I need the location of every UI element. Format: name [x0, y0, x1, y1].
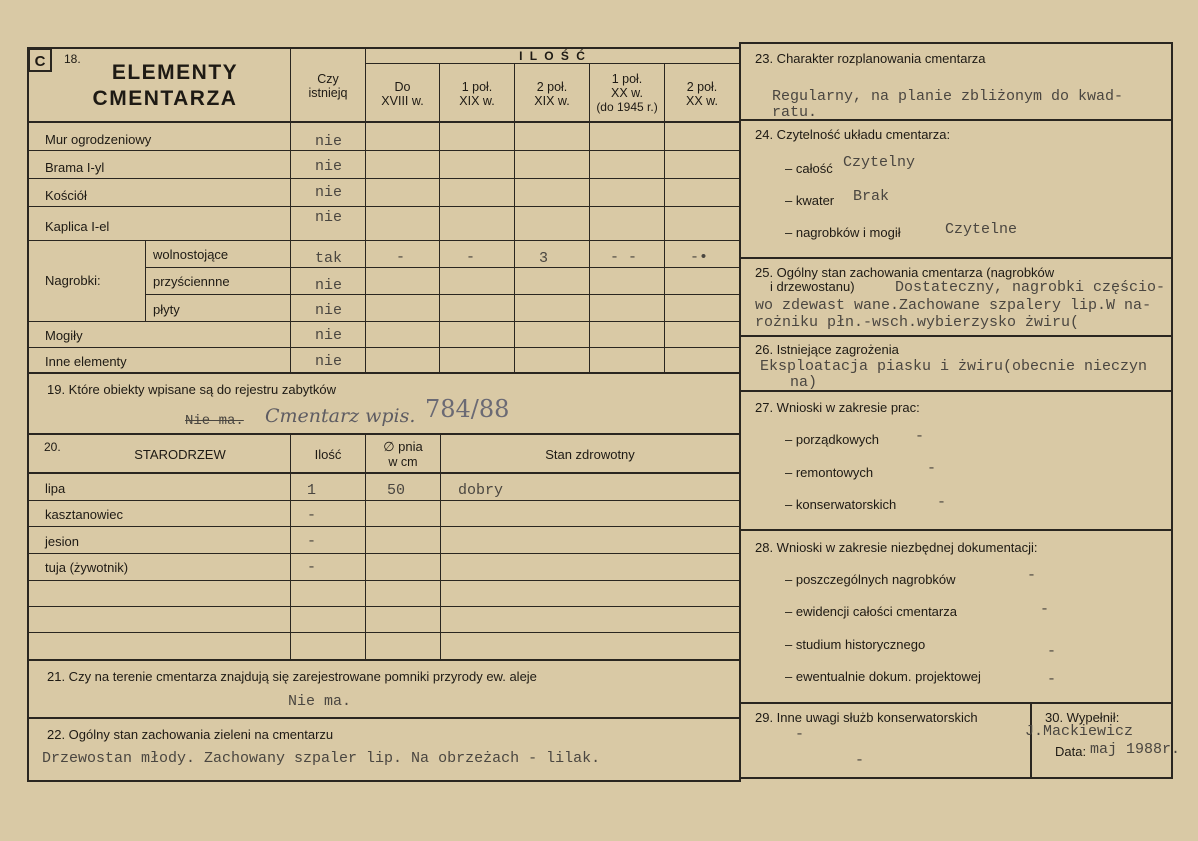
row-mogily-exists: nie [315, 327, 343, 344]
s28-item-label: – studium historycznego [785, 637, 926, 652]
row-inne-label: Inne elementy [45, 354, 127, 369]
row-wolno-c1: - [396, 249, 406, 266]
s22-value: Drzewostan młody. Zachowany szpaler lip. Na obrzeżach - lilak. [42, 750, 601, 767]
s30-date-value: maj 1988r. [1090, 741, 1181, 758]
s18-v-c1 [439, 64, 440, 373]
row-wolno-c3: 3 [539, 250, 549, 267]
s18-h-4 [29, 240, 739, 241]
frame-left [27, 47, 29, 782]
s18-v-c4 [664, 64, 665, 373]
s18-h-8 [29, 347, 739, 348]
row-mur-exists: nie [315, 133, 343, 150]
frame-right [1171, 42, 1173, 779]
s19-handwritten-number: 784/88 [425, 395, 510, 423]
col5-header-2: XX w. [686, 94, 718, 108]
col-exists-header-1: Czy [317, 72, 339, 86]
s19-handwritten-note: Cmentarz wpis. [265, 405, 416, 427]
s20-h-3 [29, 553, 739, 554]
tree-ilosc: - [307, 559, 317, 576]
section-letter-box: C [28, 48, 52, 72]
s20-v-stan [440, 435, 441, 659]
row-kaplica-label: Kaplica I-el [45, 219, 110, 234]
s26-value-2: na) [790, 374, 818, 391]
s20-h-5 [29, 606, 739, 607]
s18-h-2 [29, 178, 739, 179]
s24-nagrobkow-label: – nagrobków i mogił [785, 225, 901, 240]
row-kaplica-exists: nie [315, 209, 343, 226]
row-przysc-label: przyściennne [153, 274, 230, 289]
tree-ilosc: - [307, 533, 317, 550]
s18-h-3 [29, 206, 739, 207]
s20-h-head [29, 472, 739, 474]
s29-value-1: - [795, 726, 805, 743]
s20-h-6 [29, 632, 739, 633]
s20-title: STARODRZEW [134, 447, 226, 462]
col3-header-2: XIX w. [534, 94, 570, 108]
s25-label-1: 25. Ogólny stan zachowania cmentarza (nagrobków [755, 265, 1055, 280]
tree-ilosc: - [307, 507, 317, 524]
col2-header-1: 1 poł. [461, 80, 493, 94]
s21-value: Nie ma. [288, 693, 352, 710]
s27-label: 27. Wnioski w zakresie prac: [755, 400, 920, 415]
s20-h-4 [29, 580, 739, 581]
row-nagrobki-label: Nagrobki: [45, 273, 101, 288]
s28-item-value: - [1040, 601, 1050, 618]
s27-bottom [740, 529, 1173, 531]
s20-v-ilosc [290, 435, 291, 659]
col5-header-1: 2 poł. [686, 80, 718, 94]
s19-bottom [29, 433, 739, 435]
s18-h-6 [145, 294, 739, 295]
s18-title-line1: ELEMENTY [111, 61, 239, 84]
tree-pnia: 50 [387, 482, 406, 499]
s21-bottom [29, 717, 739, 719]
s27-item-label: – porządkowych [785, 432, 879, 447]
row-plyty-label: płyty [153, 302, 180, 317]
s24-calosc-label: – całość [785, 161, 833, 176]
s24-bottom [740, 257, 1173, 259]
s26-value-1: Eksploatacja piasku i żwiru(obecnie nieczyn [760, 358, 1148, 375]
s25-label-2: i drzewostanu) [770, 279, 855, 294]
row-przysc-exists: nie [315, 277, 343, 294]
s25-value-3: rożniku płn.-wsch.wybierzysko żwiru( [755, 314, 1080, 331]
s24-label: 24. Czytelność układu cmentarza: [755, 127, 951, 142]
s18-number: 18. [64, 52, 81, 66]
s18-title-line2: CMENTARZA [92, 87, 238, 110]
s18-ilosc-under [365, 63, 739, 64]
tree-name: tuja (żywotnik) [45, 560, 129, 575]
s20-col-stan: Stan zdrowotny [545, 447, 635, 462]
s20-col-pnia-1: ∅ pnia [383, 439, 423, 454]
frame-top-right [740, 42, 1173, 44]
s22-label: 22. Ogólny stan zachowania zieleni na cmentarzu [47, 727, 334, 742]
s24-nagrobkow-value: Czytelne [945, 221, 1018, 238]
row-plyty-exists: nie [315, 302, 343, 319]
s28-bottom [740, 702, 1173, 704]
s27-item-label: – remontowych [785, 465, 874, 480]
s29-value-2: - [855, 752, 865, 769]
s25-bottom [740, 335, 1173, 337]
row-wolno-c2: - [466, 249, 476, 266]
s24-kwater-value: Brak [853, 188, 890, 205]
s28-item-value: - [1047, 643, 1057, 660]
ilosc-header: I L O Ś Ć [519, 49, 587, 63]
row-mogily-label: Mogiły [45, 328, 83, 343]
s18-h-1 [29, 150, 739, 151]
row-wolno-exists: tak [315, 250, 343, 267]
row-inne-exists: nie [315, 353, 343, 370]
row-wolno-c5: -• [690, 249, 709, 266]
s18-v-nagrobki [145, 241, 146, 322]
row-wolno-c4: - - [610, 249, 638, 266]
tree-ilosc: 1 [307, 482, 317, 499]
s30-date-label: Data: [1055, 744, 1087, 759]
row-brama-label: Brama I-yl [45, 160, 105, 175]
frame-right-bottom [740, 777, 1173, 779]
row-brama-exists: nie [315, 158, 343, 175]
s29-label: 29. Inne uwagi służb konserwatorskich [755, 710, 978, 725]
row-kosciol-exists: nie [315, 184, 343, 201]
s23-value-1: Regularny, na planie zbliżonym do kwad- [772, 88, 1124, 105]
s25-value-2: wo zdewast wane.Zachowane szpalery lip.W na- [755, 297, 1152, 314]
s28-item-value: - [1047, 671, 1057, 688]
s28-label: 28. Wnioski w zakresie niezbędnej dokumentacji: [755, 540, 1038, 555]
s19-crossed-value: Nie ma. [185, 413, 244, 429]
s30-name: J.Mackiewicz [1025, 723, 1134, 740]
col1-header-1: Do [394, 80, 411, 94]
s26-label: 26. Istniejące zagrożenia [755, 342, 899, 357]
s27-item-value: - [915, 428, 925, 445]
s20-col-ilosc: Ilość [314, 447, 342, 462]
s21-label: 21. Czy na terenie cmentarza znajdują się zarejestrowane pomniki przyrody ew. aleje [47, 669, 537, 684]
s20-bottom [29, 659, 739, 661]
s18-v-c2 [514, 64, 515, 373]
s29-divider [1030, 703, 1032, 778]
col4-header-3: (do 1945 r.) [596, 100, 658, 114]
row-kosciol-label: Kościół [45, 188, 87, 203]
s27-item-label: – konserwatorskich [785, 497, 897, 512]
s27-item-value: - [937, 494, 947, 511]
row-wolno-label: wolnostojące [153, 247, 229, 262]
col-exists-header-2: istniejq [308, 86, 348, 100]
col1-header-2: XVIII w. [381, 94, 424, 108]
tree-stan: dobry [458, 482, 504, 499]
col4-header-2: XX w. [611, 86, 643, 100]
s24-calosc-value: Czytelny [843, 154, 916, 171]
s20-col-pnia-2: w cm [388, 455, 418, 469]
row-mur-label: Mur ogrodzeniowy [45, 132, 152, 147]
col3-header-1: 2 poł. [536, 80, 568, 94]
s28-item-label: – poszczególnych nagrobków [785, 572, 956, 587]
s30-label: 30. Wypełnił: [1045, 710, 1120, 725]
tree-name: kasztanowiec [45, 507, 124, 522]
s19-label: 19. Które obiekty wpisane są do rejestru zabytków [47, 382, 337, 397]
col4-header-1: 1 poł. [611, 72, 643, 86]
s28-item-value: - [1027, 567, 1037, 584]
s20-number: 20. [44, 440, 61, 454]
frame-mid [739, 42, 741, 782]
frame-bottom [27, 780, 741, 782]
tree-name: jesion [45, 534, 79, 549]
s23-label: 23. Charakter rozplanowania cmentarza [755, 51, 986, 66]
s18-h-5 [145, 267, 739, 268]
s20-h-1 [29, 500, 739, 501]
s24-kwater-label: – kwater [785, 193, 835, 208]
s27-item-value: - [927, 460, 937, 477]
s18-h-7 [29, 321, 739, 322]
s18-header-bottom [29, 121, 739, 123]
s25-value-1: Dostateczny, nagrobki częścio- [895, 279, 1166, 296]
s28-item-label: – ewentualnie dokum. projektowej [785, 669, 981, 684]
s18-bottom [29, 372, 739, 374]
col2-header-2: XIX w. [459, 94, 495, 108]
s20-h-2 [29, 526, 739, 527]
s28-item-label: – ewidencji całości cmentarza [785, 604, 957, 619]
s23-value-2: ratu. [772, 104, 818, 121]
tree-name: lipa [45, 481, 66, 496]
